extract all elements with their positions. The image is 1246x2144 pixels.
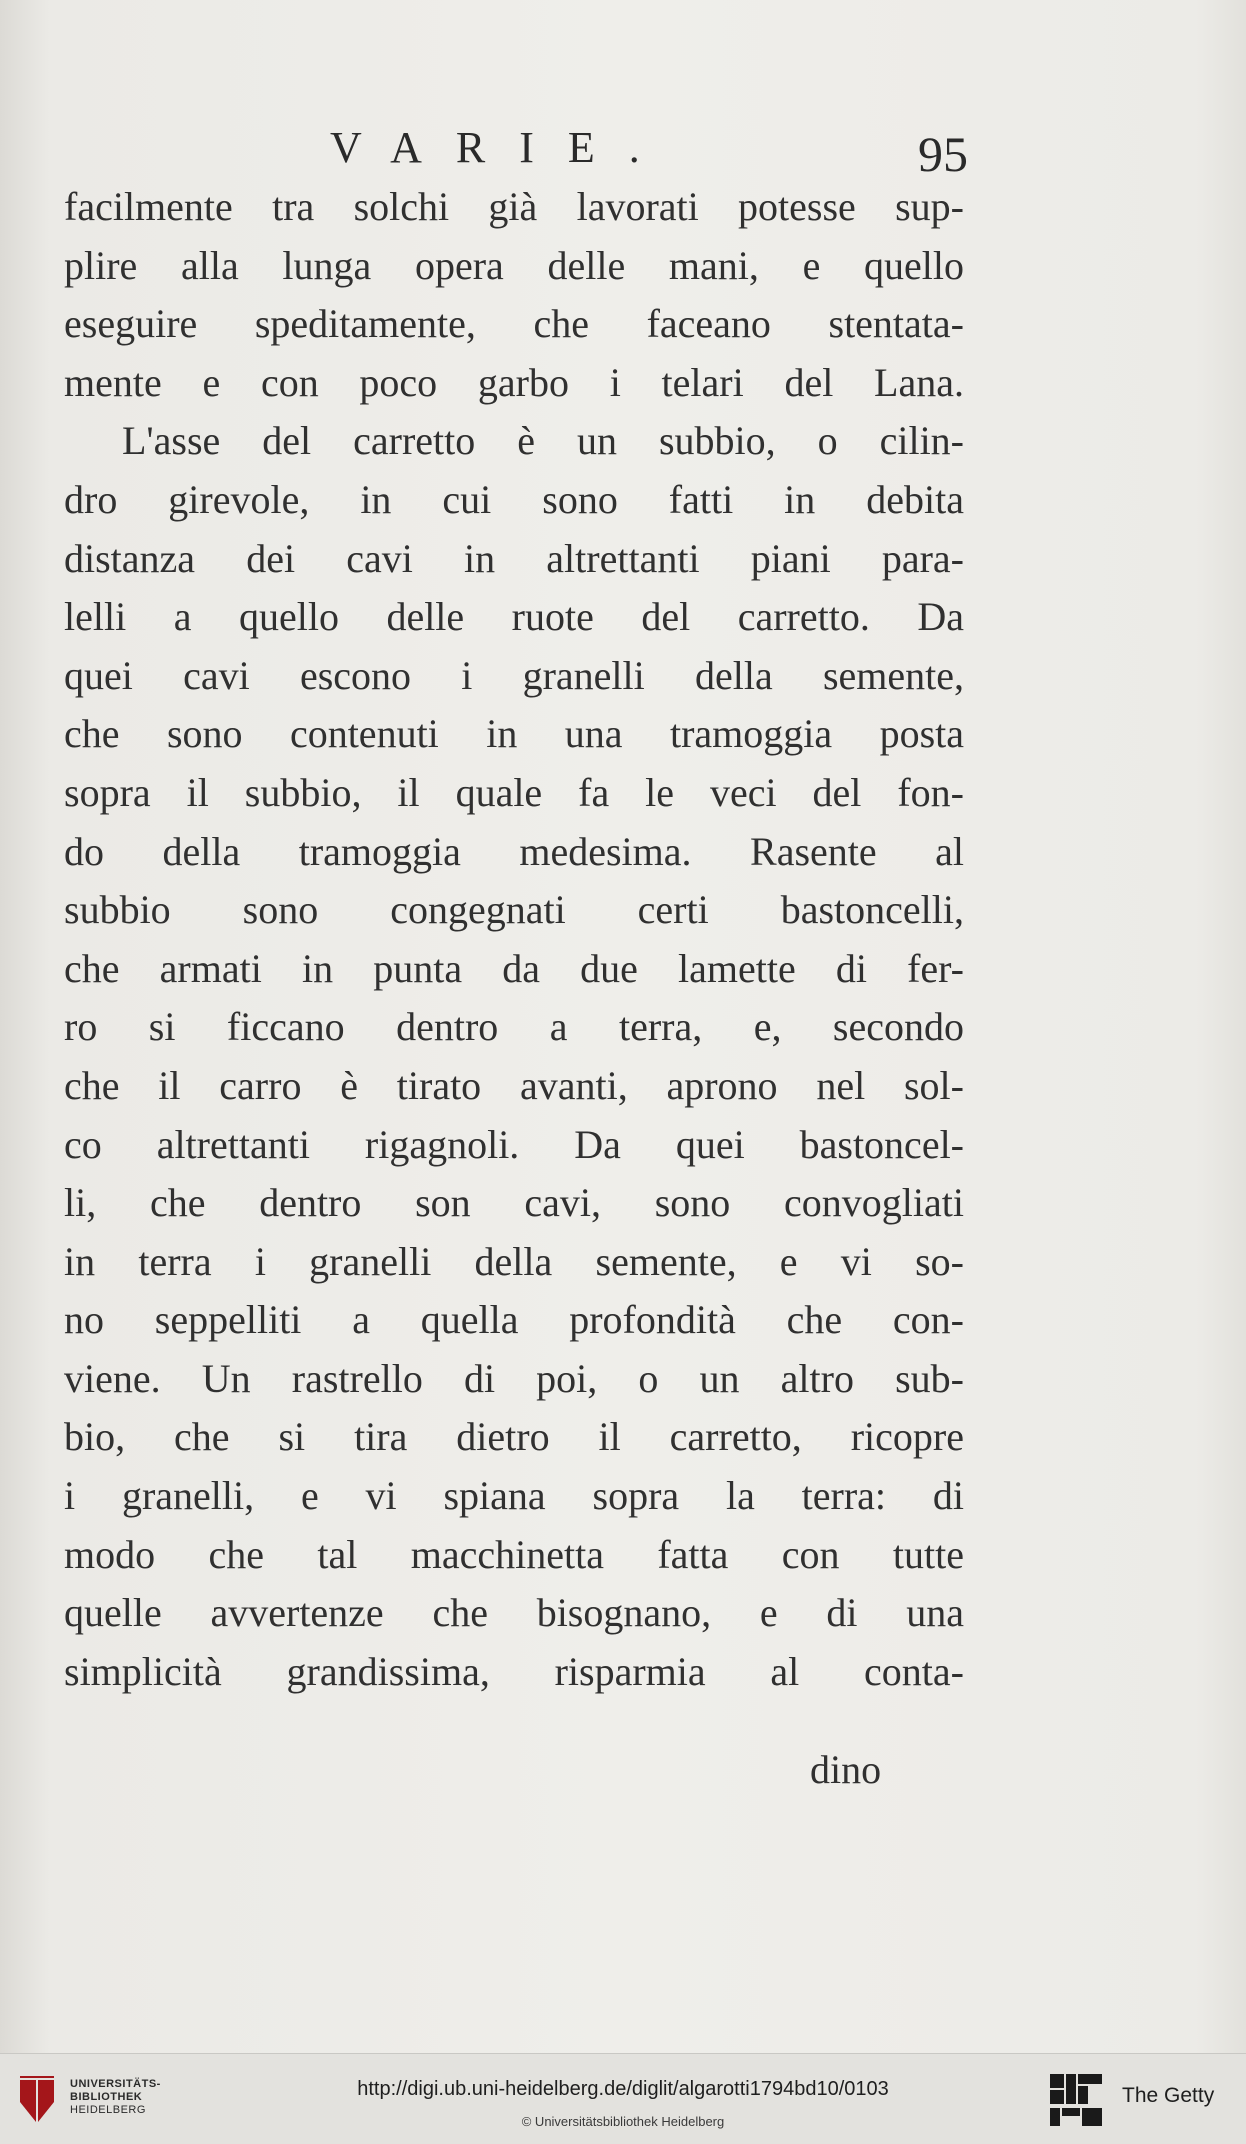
text-line: do della tramoggia medesima. Rasente al [64, 828, 964, 874]
sponsor-name: The Getty [1122, 2084, 1215, 2107]
text-line: distanza dei cavi in altrettanti piani para- [64, 535, 964, 581]
text-line: co altrettanti rigagnoli. Da quei bastoncel- [64, 1121, 964, 1167]
library-name-line: UNIVERSITÄTS- [70, 2078, 161, 2090]
text-line: lelli a quello delle ruote del carretto. Da [64, 594, 964, 640]
viewer-footer [0, 2053, 1246, 2144]
text-line: quei cavi escono i granelli della semente, [64, 652, 964, 698]
text-line: modo che tal macchinetta fatta con tutte [64, 1531, 964, 1577]
text-line: subbio sono congegnati certi bastoncelli, [64, 887, 964, 933]
text-line: simplicità grandissima, risparmia al conta- [64, 1648, 964, 1694]
text-line: mente e con poco garbo i telari del Lana. [64, 359, 964, 405]
text-line: plire alla lunga opera delle mani, e quello [64, 242, 964, 288]
getty-logo-icon [1048, 2072, 1104, 2128]
catchword: dino [810, 1747, 882, 1792]
text-line: dro girevole, in cui sono fatti in debita [64, 476, 964, 522]
text-line: quelle avvertenze che bisognano, e di una [64, 1590, 964, 1636]
library-name-line: HEIDELBERG [70, 2104, 146, 2116]
text-line: li, che dentro son cavi, sono convogliati [64, 1180, 964, 1226]
text-line: che il carro è tirato avanti, aprono nel sol- [64, 1062, 964, 1108]
text-line: eseguire speditamente, che faceano stentata- [64, 301, 964, 347]
paragraph-start-line: L'asse del carretto è un subbio, o cilin- [122, 418, 964, 464]
running-title: VARIE. [330, 123, 674, 172]
body-text [64, 178, 964, 1701]
page-number: 95 [918, 126, 968, 182]
text-line: facilmente tra solchi già lavorati potesse sup- [64, 184, 964, 229]
text-line: viene. Un rastrello di poi, o un altro sub- [64, 1355, 964, 1401]
text-line: bio, che si tira dietro il carretto, ricopre [64, 1414, 964, 1460]
text-line: i granelli, e vi spiana sopra la terra: di [64, 1473, 964, 1519]
text-line: no seppelliti a quella profondità che con- [64, 1297, 964, 1343]
library-name-line: BIBLIOTHEK [70, 2091, 143, 2103]
text-line: che armati in punta da due lamette di fer- [64, 945, 964, 991]
copyright-notice: © Universitätsbibliothek Heidelberg [521, 2114, 725, 2129]
text-line: ro si ficcano dentro a terra, e, secondo [64, 1004, 964, 1050]
text-line: che sono contenuti in una tramoggia posta [64, 711, 964, 757]
permalink-url[interactable]: http://digi.ub.uni-heidelberg.de/diglit/algarotti1794bd10/0103 [357, 2078, 889, 2100]
text-line: in terra i granelli della semente, e vi so- [64, 1238, 964, 1284]
text-line: sopra il subbio, il quale fa le veci del fon- [64, 769, 964, 815]
running-head [330, 118, 990, 182]
